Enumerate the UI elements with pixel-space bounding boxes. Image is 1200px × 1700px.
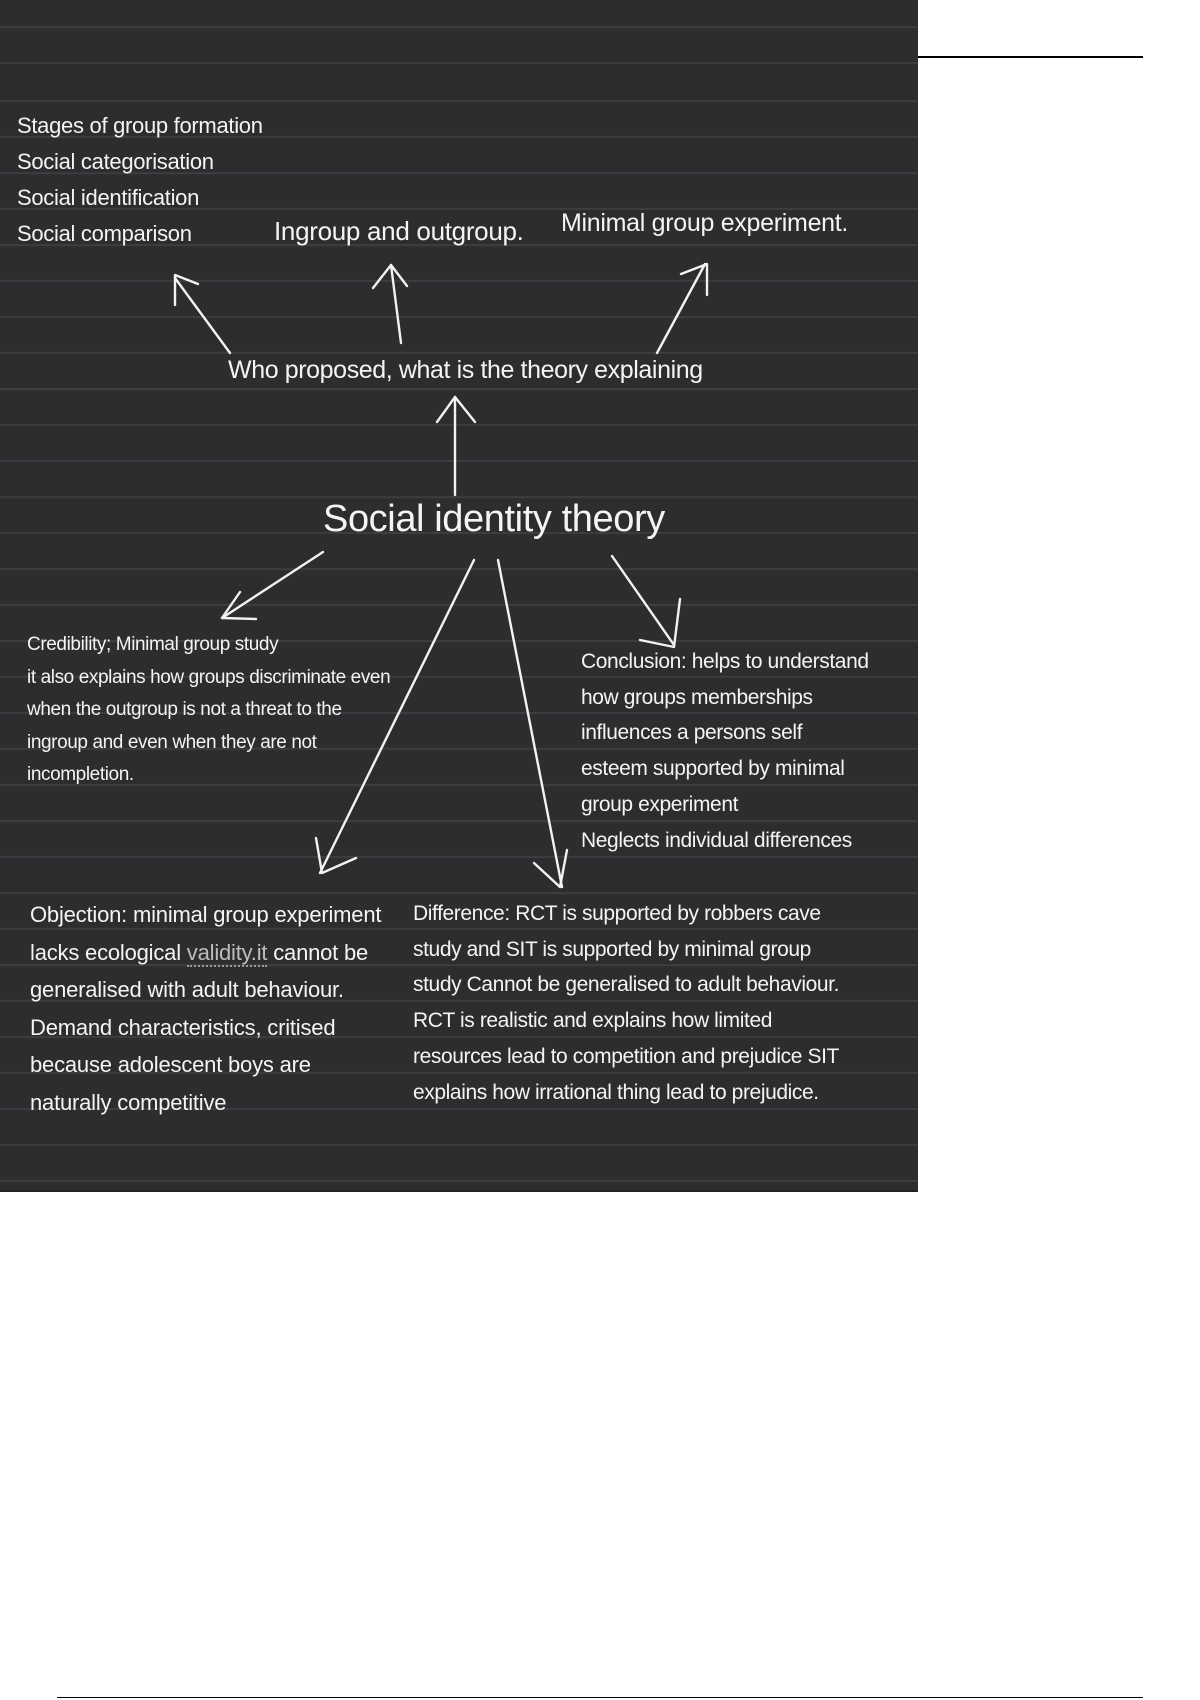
stages-line: Social comparison <box>17 221 192 246</box>
objection-text: lacks ecological <box>30 939 187 965</box>
stages-line: Social categorisation <box>17 149 214 174</box>
credibility-node <box>27 629 390 792</box>
difference-line: Difference: RCT is supported by robbers cave <box>413 902 821 925</box>
conclusion-line: esteem supported by minimal <box>581 757 845 781</box>
conclusion-line: Neglects individual differences <box>581 828 852 852</box>
arrow-to-difference <box>498 560 562 887</box>
arrowhead-ingroup-icon <box>373 265 407 288</box>
difference-line: resources lead to competition and prejudice SIT <box>413 1044 839 1068</box>
conclusion-line: how groups memberships <box>581 685 813 709</box>
credibility-line: incompletion. <box>27 764 134 785</box>
arrowhead-objection-icon <box>316 838 356 873</box>
arrowhead-difference-icon <box>534 850 567 887</box>
difference-line: RCT is realistic and explains how limited <box>413 1009 773 1033</box>
central-node-title: Social identity theory <box>323 498 665 540</box>
arrow-to-conclusion <box>612 556 674 645</box>
difference-line: study and SIT is supported by minimal group <box>413 937 811 961</box>
credibility-line: Credibility; Minimal group study <box>27 634 279 655</box>
bottom-page-rule <box>57 1697 1143 1698</box>
objection-line <box>30 934 381 972</box>
minimal-group-node: Minimal group experiment. <box>561 209 849 237</box>
spellcheck-underlined-word: validity.it <box>186 939 268 965</box>
difference-node <box>413 896 839 1110</box>
objection-text: cannot be <box>267 939 369 965</box>
credibility-line: when the outgroup is not a threat to the <box>27 699 342 720</box>
conclusion-line: influences a persons self <box>581 721 803 745</box>
conclusion-line: Conclusion: helps to understand <box>581 650 869 673</box>
who-node: Who proposed, what is the theory explaining <box>228 356 703 384</box>
stages-line: Stages of group formation <box>17 113 263 138</box>
credibility-line: it also explains how groups discriminate even <box>27 666 391 688</box>
objection-line: generalised with adult behaviour. <box>30 977 344 1002</box>
difference-line: study Cannot be generalised to adult behaviour. <box>413 973 840 997</box>
top-page-rule <box>918 56 1143 58</box>
conclusion-node <box>581 644 869 858</box>
objection-line: Demand characteristics, critised <box>30 1014 336 1040</box>
objection-node <box>30 896 381 1121</box>
objection-line: naturally competitive <box>30 1089 227 1115</box>
stages-line: Social identification <box>17 185 200 210</box>
stages-node <box>17 108 263 252</box>
arrow-to-credibility <box>222 552 323 618</box>
objection-line: because adolescent boys are <box>30 1052 311 1077</box>
objection-line: Objection: minimal group experiment <box>30 902 382 927</box>
difference-line: explains how irrational thing lead to prejudice. <box>413 1080 819 1104</box>
conclusion-line: group experiment <box>581 792 739 816</box>
arrow-to-minimal-group <box>657 264 705 353</box>
ingroup-node: Ingroup and outgroup. <box>274 216 524 246</box>
credibility-line: ingroup and even when they are not <box>27 731 317 753</box>
arrow-to-stages <box>175 278 230 353</box>
arrowhead-stages-icon <box>175 275 198 305</box>
